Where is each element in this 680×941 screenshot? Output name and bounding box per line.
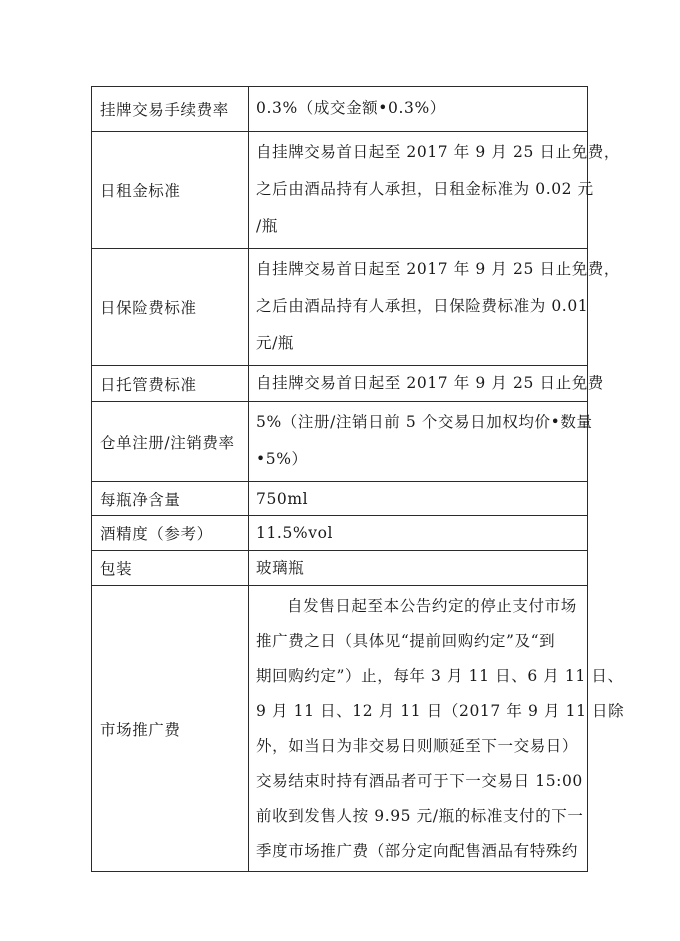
row-value-daily-custody xyxy=(249,366,604,402)
value-line: 期回购约定”）止，每年 3 月 11 日、6 月 11 日、 xyxy=(256,666,624,685)
value-line: 5%（注册/注销日前 5 个交易日加权均价•数量 xyxy=(256,413,593,431)
value-line: 季度市场推广费（部分定向配售酒品有特殊约 xyxy=(256,841,579,860)
row-value-packaging xyxy=(249,551,588,586)
value-line: 推广费之日（具体见“提前回购约定”及“到 xyxy=(256,631,556,650)
row-label-alcohol: 酒精度（参考） xyxy=(92,516,249,551)
table-row xyxy=(92,366,588,402)
value-line: 自发售日起至本公告约定的停止支付市场 xyxy=(287,596,577,615)
table-row xyxy=(92,482,588,516)
value-line: 交易结束时持有酒品者可于下一交易日 15:00 xyxy=(256,771,583,790)
table-row xyxy=(92,551,588,586)
value-line: 外，如当日为非交易日则顺延至下一交易日） xyxy=(256,736,579,755)
value-line: 9 月 11 日、12 月 11 日（2017 年 9 月 11 日除 xyxy=(256,701,625,720)
row-label-daily-rent: 日租金标准 xyxy=(92,132,249,249)
row-value-listing-fee-rate xyxy=(249,87,588,132)
value-line: 自挂牌交易首日起至 2017 年 9 月 25 日止免费， xyxy=(256,143,620,161)
table-row xyxy=(92,516,588,551)
table-row xyxy=(92,132,588,249)
value-line: 0.3%（成交金额•0.3%） xyxy=(256,99,446,117)
value-line: 自挂牌交易首日起至 2017 年 9 月 25 日止免费 xyxy=(256,374,604,392)
row-value-daily-insurance xyxy=(249,249,620,366)
table-row xyxy=(92,586,588,872)
row-label-daily-insurance: 日保险费标准 xyxy=(92,249,249,366)
value-line: 前收到发售人按 9.95 元/瓶的标准支付的下一 xyxy=(256,806,584,825)
value-line: •5%） xyxy=(256,450,308,468)
row-value-net-content xyxy=(249,482,588,516)
value-line: 自挂牌交易首日起至 2017 年 9 月 25 日止免费， xyxy=(256,260,620,278)
value-line: 玻璃瓶 xyxy=(256,559,305,577)
table-row xyxy=(92,87,588,132)
row-value-daily-rent xyxy=(249,132,620,249)
row-label-daily-custody: 日托管费标准 xyxy=(92,366,249,402)
value-line: 11.5%vol xyxy=(256,524,334,542)
row-label-listing-fee-rate: 挂牌交易手续费率 xyxy=(92,87,249,132)
row-label-warehouse-receipt-rate: 仓单注册/注销费率 xyxy=(92,402,249,482)
table-row xyxy=(92,402,588,482)
value-line: 750ml xyxy=(256,489,309,508)
fee-table xyxy=(91,86,625,872)
value-line: 之后由酒品持有人承担，日租金标准为 0.02 元 xyxy=(256,180,594,198)
row-label-packaging: 包装 xyxy=(92,551,249,586)
row-value-warehouse-receipt-rate xyxy=(249,402,593,482)
row-value-marketing-fee xyxy=(249,586,625,872)
row-value-alcohol xyxy=(249,516,588,551)
row-label-net-content: 每瓶净含量 xyxy=(92,482,249,516)
row-label-marketing-fee: 市场推广费 xyxy=(92,586,249,872)
table-row xyxy=(92,249,588,366)
value-line: /瓶 xyxy=(256,217,278,235)
value-line: 之后由酒品持有人承担，日保险费标准为 0.01 xyxy=(256,297,589,315)
value-line: 元/瓶 xyxy=(256,334,295,352)
